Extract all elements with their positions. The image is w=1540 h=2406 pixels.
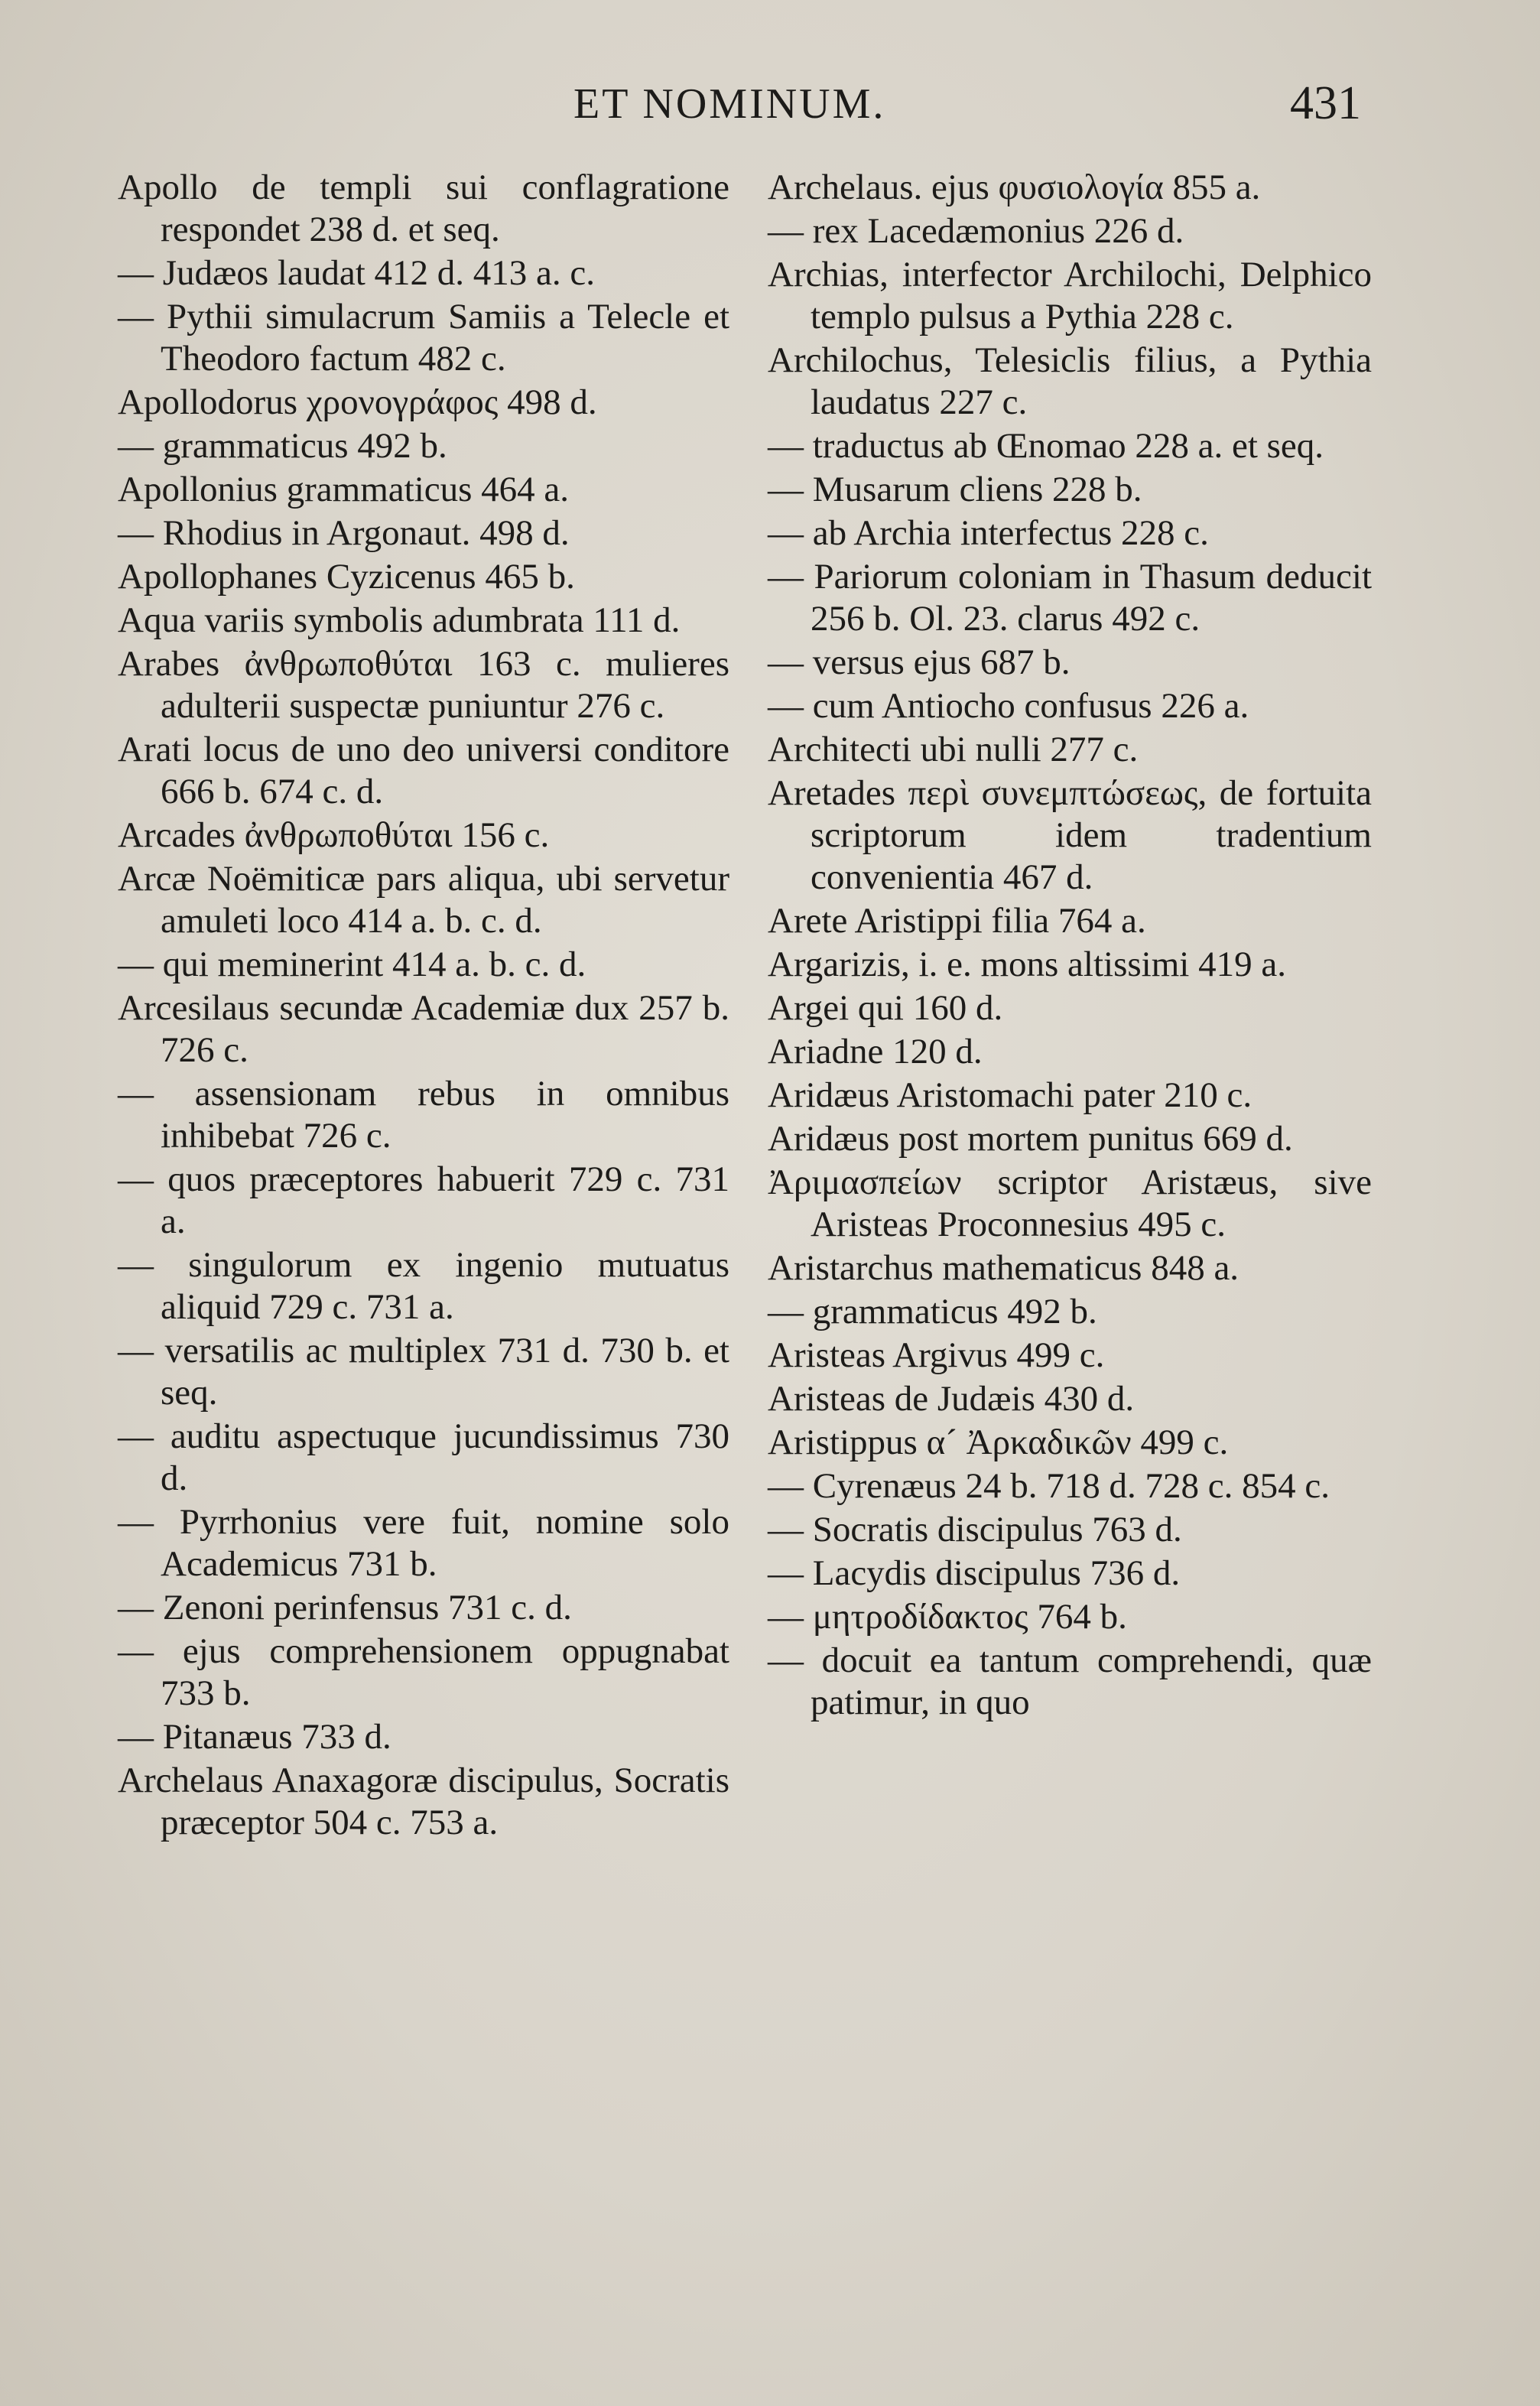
index-entry: Apollo de templi sui conflagratione respondet 238 d. et seq. [118,167,729,249]
index-entry: Aridæus Aristomachi pater 210 c. [768,1075,1252,1115]
index-entry: Arcades ἀνθρωποθύται 156 c. [118,815,550,855]
index-entry: Arcæ Noëmiticæ pars aliqua, ubi servetur amuleti loco 414 a. b. c. d. [118,859,729,941]
page-number: 431 [1290,77,1361,129]
index-entry: Apollonius grammaticus 464 a. [118,470,570,509]
index-entry: Aristeas Argivus 499 c. [768,1335,1105,1375]
index-entry: Aridæus post mortem punitus 669 d. [768,1119,1293,1159]
index-entry: Ariadne 120 d. [768,1032,983,1071]
index-entry: — Cyrenæus 24 b. 718 d. 728 c. 854 c. [768,1466,1330,1506]
index-entry: Ἀριμασπείων scriptor Aristæus, sive Aristeas Proconnesius 495 c. [768,1162,1372,1244]
index-entry: Arcesilaus secundæ Academiæ dux 257 b. 726 c. [118,988,729,1070]
index-entry: Apollophanes Cyzicenus 465 b. [118,557,575,597]
index-entry: — versatilis ac multiplex 731 d. 730 b. et seq. [118,1331,729,1413]
index-entry: — versus ejus 687 b. [768,642,1071,682]
index-column-left [118,167,729,1844]
index-entry: Archilochus, Telesiclis filius, a Pythia laudatus 227 c. [768,340,1372,422]
index-entry: — Judæos laudat 412 d. 413 a. c. [118,253,595,293]
index-entry: Archelaus Anaxagoræ discipulus, Socratis præceptor 504 c. 753 a. [118,1761,729,1842]
index-entry: Architecti ubi nulli 277 c. [768,730,1139,769]
index-entry: — ab Archia interfectus 228 c. [768,513,1209,553]
index-entry: — traductus ab Œnomao 228 a. et seq. [768,426,1324,466]
index-entry: Argarizis, i. e. mons altissimi 419 a. [768,945,1286,984]
index-entry: Archelaus. ejus φυσιολογία 855 a. [768,167,1261,207]
index-entry: — grammaticus 492 b. [118,426,447,466]
running-title: ET NOMINUM. [573,80,886,128]
index-entry: — Socratis discipulus 763 d. [768,1510,1182,1549]
index-entry: Argei qui 160 d. [768,988,1003,1028]
index-entry: — singulorum ex ingenio mutuatus aliquid 729 c. 731 a. [118,1245,729,1327]
index-entry: Aristarchus mathematicus 848 a. [768,1248,1239,1288]
index-entry: — cum Antiocho confusus 226 a. [768,686,1249,726]
index-entry: — Pyrrhonius vere fuit, nomine solo Academicus 731 b. [118,1502,729,1584]
index-entry: — auditu aspectuque jucundissimus 730 d. [118,1416,729,1498]
index-entry: Archias, interfector Archilochi, Delphico templo pulsus a Pythia 228 c. [768,255,1372,337]
index-entry: Arati locus de uno deo universi conditore 666 b. 674 c. d. [118,730,729,811]
index-entry: — quos præceptores habuerit 729 c. 731 a. [118,1159,729,1241]
index-entry: — assensionam rebus in omnibus inhibebat 726 c. [118,1074,729,1156]
index-entry: Aristippus α´ Ἀρκαδικῶν 499 c. [768,1422,1229,1462]
index-entry: — qui meminerint 414 a. b. c. d. [118,945,586,984]
index-entry: — Pariorum coloniam in Thasum deducit 256 b. Ol. 23. clarus 492 c. [768,557,1372,639]
index-entry: — Musarum cliens 228 b. [768,470,1142,509]
index-entry: — Pythii simulacrum Samiis a Telecle et Theodoro factum 482 c. [118,297,729,379]
index-entry: — ejus comprehensionem oppugnabat 733 b. [118,1631,729,1713]
index-entry: Aretades περὶ συνεμπτώσεως, de fortuita scriptorum idem tradentium convenientia 467 d. [768,773,1372,897]
index-entry: Arabes ἀνθρωποθύται 163 c. mulieres adulterii suspectæ puniuntur 276 c. [118,644,729,726]
index-column-right [768,167,1372,1724]
index-entry: — Pitanæus 733 d. [118,1717,391,1757]
index-entry: — grammaticus 492 b. [768,1292,1097,1331]
index-entry: — Rhodius in Argonaut. 498 d. [118,513,570,553]
index-entry: — docuit ea tantum comprehendi, quæ patimur, in quo [768,1640,1372,1722]
index-entry: Aqua variis symbolis adumbrata 111 d. [118,600,681,640]
index-entry: Aristeas de Judæis 430 d. [768,1379,1135,1419]
index-entry: — μητροδίδακτος 764 b. [768,1597,1127,1637]
index-entry: — Zenoni perinfensus 731 c. d. [118,1588,572,1627]
index-entry: — rex Lacedæmonius 226 d. [768,211,1184,251]
index-entry: Arete Aristippi filia 764 a. [768,901,1146,941]
index-entry: Apollodorus χρονογράφος 498 d. [118,382,597,422]
page-header [115,77,1361,141]
index-entry: — Lacydis discipulus 736 d. [768,1553,1181,1593]
